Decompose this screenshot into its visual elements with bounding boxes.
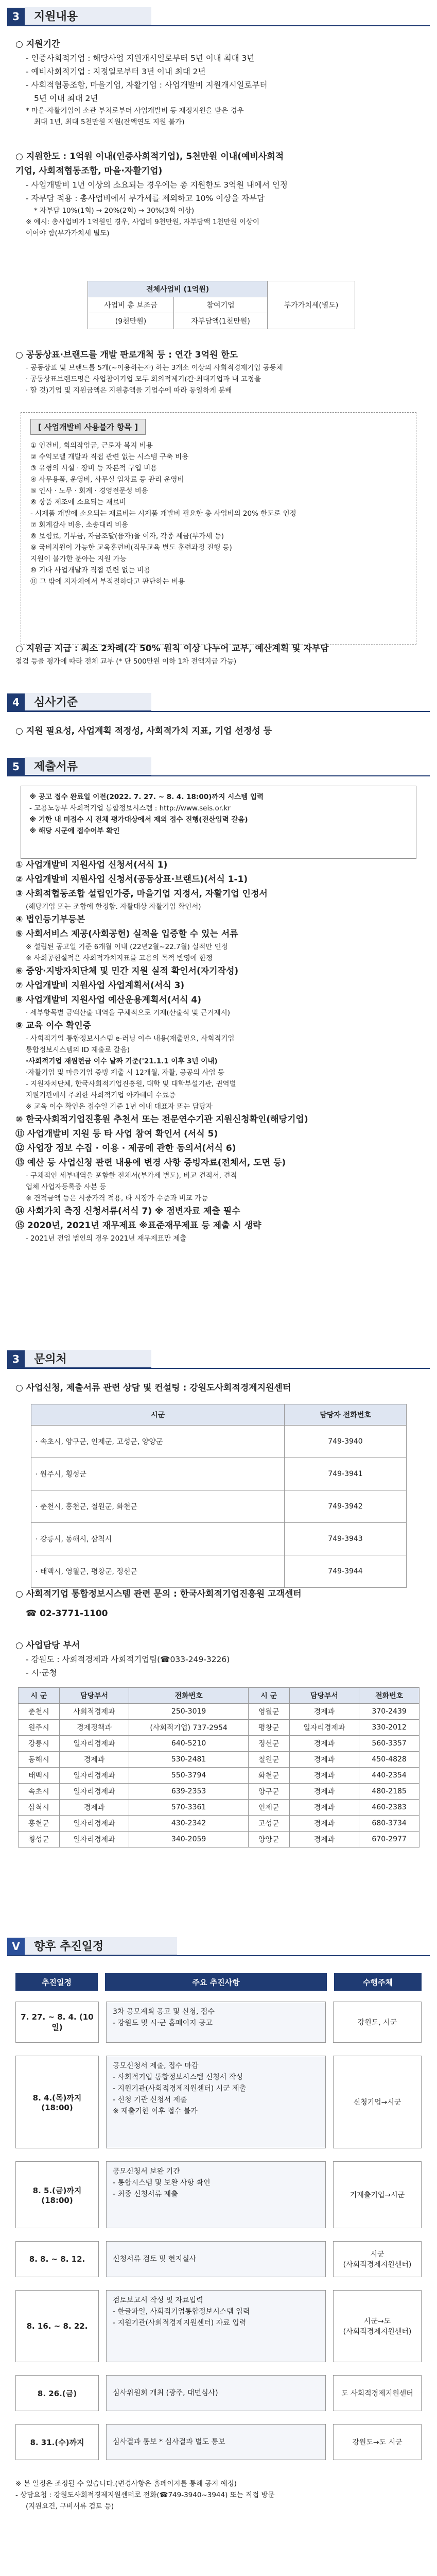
period-line: 5년 이내 최대 2년 — [34, 94, 98, 103]
dept-line: - 강원도 : 사회적경제과 사회적기업팀(☎033-249-3226) — [26, 1655, 230, 1664]
section-divider — [7, 711, 430, 712]
table-cell: 440-2354 — [359, 1768, 419, 1784]
schedule-row — [15, 2375, 422, 2411]
notice-line: ※ 기한 내 미접수 시 전체 평가대상에서 제외 접수 진행(전산입력 갈음) — [29, 816, 248, 824]
table-cell: 749-3943 — [285, 1523, 407, 1555]
doc-item: ⑩ 한국사회적기업진흥원 추천서 또는 전문연수기관 지원신청확인(해당기업) — [15, 1114, 308, 1125]
table-cell: 560-3357 — [359, 1736, 419, 1752]
table-cell: 749-3942 — [285, 1490, 407, 1523]
support-pay — [15, 641, 422, 667]
table-cell: · 원주시, 횡성군 — [31, 1458, 285, 1490]
schedule-main: 3차 공모계획 공고 및 신청, 접수 - 강원도 및 시·군 홈페이지 공고 — [106, 2002, 326, 2043]
schedule-note: - 상담요청 : 강원도사회적경제지원센터로 전화(☎749-3940~3944) 또는 직접 방문 — [15, 2491, 275, 2499]
table-cell: 530-2481 — [129, 1752, 249, 1768]
section-number: 5 — [7, 758, 25, 775]
usage-item: ⑤ 인사 · 노무 · 회계 · 경영전문성 비용 — [30, 487, 148, 495]
schedule-main: 심사결과 통보 * 심사결과 별도 통보 — [106, 2424, 326, 2460]
period-note: * 마을·자활기업이 소관 부처로부터 사업개발비 등 재정지원을 받은 경우 — [26, 107, 244, 115]
notice-line: ※ 해당 시군에 접수어부 확인 — [29, 827, 120, 835]
schedule-row — [15, 2161, 422, 2228]
section-divider — [7, 775, 430, 776]
table-header: 시군 — [31, 1404, 285, 1426]
usage-box — [21, 412, 416, 645]
usage-item: ④ 사무용품, 운영비, 사무실 임차료 등 관리 운영비 — [30, 476, 184, 484]
table-cell: 일자리경제과 — [59, 1832, 129, 1848]
table-cell: 화천군 — [248, 1768, 289, 1784]
schedule-date: 8. 5.(금)까지 (18:00) — [15, 2161, 99, 2228]
table-cell: 370-2439 — [359, 1704, 419, 1720]
table-cell: 양양군 — [248, 1832, 289, 1848]
schedule-header-org: 수행주체 — [334, 1973, 422, 1991]
table-header: 담당자 전화번호 — [285, 1404, 407, 1426]
table-row — [19, 1816, 419, 1832]
schedule-org: 시군 (사회적경제지원센터) — [333, 2241, 422, 2277]
schedule-row — [15, 2002, 422, 2043]
table-cell: 경제과 — [289, 1800, 359, 1816]
period-line: - 인증사회적기업 : 해당사업 지원개시일로부터 5년 이내 최대 3년 — [26, 54, 255, 63]
table-header: 시 군 — [248, 1688, 289, 1704]
section-number: 3 — [7, 8, 25, 25]
schedule-main: 신청서류 검토 및 현지실사 — [106, 2241, 326, 2277]
schedule-main: 공모신청서 보완 기간 - 통합시스템 및 보완 사항 확인 - 최종 신청서류 제출 — [106, 2161, 326, 2228]
amount-line: - 사업개발비 1년 이상의 소요되는 경우에는 총 지원한도 3억원 내에서 인정 — [26, 180, 288, 190]
table-cell: 480-2185 — [359, 1784, 419, 1800]
section-number: 3 — [7, 1350, 25, 1368]
table-cell: 340-2059 — [129, 1832, 249, 1848]
table-cell: 680-3734 — [359, 1816, 419, 1832]
doc-sub: 통합정보시스템의 ID 제출로 갈음) — [26, 1046, 130, 1054]
table-cell: 일자리경제과 — [59, 1768, 129, 1784]
doc-item: ⑥ 중앙·지방자치단체 및 민간 지원 실적 확인서(자기작성) — [15, 966, 239, 976]
schedule-main: 심사위원회 개최 (광주, 대면심사) — [106, 2375, 326, 2411]
doc-sub: 지원기관에서 주최한 사회적기업 아카데미 수료증 — [26, 1091, 176, 1099]
contact-system — [15, 1587, 422, 1621]
schedule-row — [15, 2056, 422, 2148]
amount-note-2: 이어야 함(부가가치세 별도) — [26, 229, 110, 238]
usage-item: ⑧ 보험료, 기부금, 자금조달(융자)을 이자, 각종 세금(부가세 등) — [30, 532, 224, 540]
doc-item: ④ 법인등기부등본 — [15, 914, 85, 925]
period-line: - 예비사회적기업 : 지정일로부터 3년 이내 최대 2년 — [26, 67, 206, 76]
section-header-docs — [7, 757, 151, 776]
schedule-main: 검토보고서 작성 및 자료입력 - 한글파일, 사회적기업통합정보시스템 입력 - 지원기관(사회적경제지원센터) 자료 입력 — [106, 2290, 326, 2362]
table-cell: 경제과 — [59, 1752, 129, 1768]
table-row — [31, 1555, 407, 1588]
doc-sub: 업체 사업자등록증 사본 등 — [26, 1183, 107, 1191]
support-amount — [15, 149, 422, 239]
section-header-schedule — [7, 1937, 177, 1956]
table-cell: 일자리경제과 — [59, 1736, 129, 1752]
pay-heading: ○ 지원금 지급 : 최소 2차례(각 50% 원칙 이상 나누어 교부, 예산계획 및 자부담 — [15, 643, 329, 654]
table-cell: · 태백시, 영월군, 평창군, 정선군 — [31, 1555, 285, 1588]
section-header-contact — [7, 1350, 151, 1368]
doc-item: ⑤ 사회서비스 제공(사회공헌) 실적을 입증할 수 있는 서류 — [15, 929, 238, 939]
table-cell: 속초시 — [19, 1784, 60, 1800]
table-cell: 양구군 — [248, 1784, 289, 1800]
section-number: V — [7, 1938, 25, 1955]
usage-item: ② 수익모델 개발과 직접 관련 없는 시스템 구축 비용 — [30, 453, 189, 461]
amount-heading: ○ 지원한도 : 1억원 이내(인증사회적기업), 5천만원 이내(예비사회적 — [15, 151, 284, 162]
doc-item: ① 사업개발비 지원사업 신청서(서식 1) — [15, 860, 168, 870]
period-note: 최대 1년, 최대 5천만원 지원(잔액연도 지원 불가) — [34, 118, 185, 126]
table-cell: 749-3944 — [285, 1555, 407, 1588]
schedule-header-main: 주요 추진사항 — [105, 1973, 327, 1991]
section-title: 문의처 — [25, 1350, 151, 1369]
contact-head — [15, 1381, 422, 1395]
notice-line: ※ 공고 접수 완료일 이전(2022. 7. 27. ~ 8. 4. 18:00)까지 시스템 입력 — [29, 793, 264, 801]
doc-sub: - 구체적인 세부내역을 포함한 전체서(부가세 별도), 비교 견적서, 견적 — [26, 1172, 237, 1180]
table-cell: 정선군 — [248, 1736, 289, 1752]
schedule-notes — [15, 2478, 422, 2512]
table-cell: 횡성군 — [19, 1832, 60, 1848]
brand-line: · 할 것)기업 및 지원금액은 지원총액을 기업수에 따라 동일하게 분배 — [26, 386, 232, 395]
table-header: 시 군 — [19, 1688, 60, 1704]
schedule-row — [15, 2241, 422, 2277]
dept-table — [18, 1687, 419, 1848]
section-divider — [7, 25, 430, 26]
usage-item: - 시제품 개발에 소요되는 재료비는 시제품 개발비 필요한 총 사업비의 20% 한도로 인정 — [30, 510, 296, 518]
period-line: - 사회적협동조합, 마을기업, 자활기업 : 사업개발비 지원개시일로부터 — [26, 80, 268, 90]
doc-sub: (해당기업 또는 조합에 한정함. 자활대상 자활기업 확인서) — [26, 903, 201, 911]
contact-table — [31, 1404, 407, 1588]
table-row — [19, 1784, 419, 1800]
dept-line: - 시·군청 — [26, 1668, 57, 1677]
table-cell: 550-3794 — [129, 1768, 249, 1784]
table-cell: 경제과 — [289, 1736, 359, 1752]
schedule-header — [15, 1973, 422, 1991]
schedule-org: 강원도→도 시군 — [333, 2424, 422, 2460]
table-header: 담당부서 — [289, 1688, 359, 1704]
system-heading: ○ 사회적기업 통합정보시스템 관련 문의 : 한국사회적기업진흥원 고객센터 — [15, 1589, 302, 1599]
schedule-row — [15, 2424, 422, 2460]
doc-sub: ※ 교육 이수 확인은 접수일 기준 1년 이내 대표자 또는 담당자 — [26, 1103, 213, 1111]
table-header: 담당부서 — [59, 1688, 129, 1704]
table-row — [19, 1736, 419, 1752]
usage-item: ① 인건비, 회의작업금, 근로자 복지 비용 — [30, 442, 153, 450]
table-row — [19, 1720, 419, 1736]
table-cell: 홍천군 — [19, 1816, 60, 1832]
table-cell: 경제과 — [289, 1832, 359, 1848]
usage-item: ③ 유형의 시설 · 장비 등 자본적 구입 비용 — [30, 464, 158, 472]
table-header-row — [19, 1688, 419, 1704]
table-row — [19, 1768, 419, 1784]
table-cell: 450-4828 — [359, 1752, 419, 1768]
doc-item: ⑮ 2020년, 2021년 재무제표 ※표준재무제표 등 제출 시 생략 — [15, 1221, 261, 1231]
table-row — [31, 1523, 407, 1555]
schedule-org: 강원도, 시군 — [333, 2002, 422, 2043]
doc-item: ⑪ 사업개발비 지원 등 타 사업 참여 확인서 (서식 5) — [15, 1129, 218, 1139]
doc-sub: - 2021년 전업 법인의 경우 2021년 재무제표만 제출 — [26, 1234, 187, 1243]
system-phone: ☎ 02-3771-1100 — [26, 1608, 108, 1619]
table-cell: 평창군 — [248, 1720, 289, 1736]
table-cell: 경제과 — [289, 1784, 359, 1800]
section-title: 향후 추진일정 — [25, 1937, 177, 1956]
doc-item: ② 사업개발비 지원사업 신청서(공동상표·브랜드)(서식 1-1) — [15, 874, 248, 885]
schedule-org: 기재출기업→시군 — [333, 2161, 422, 2228]
table-cell: 460-2383 — [359, 1800, 419, 1816]
schedule-date: 8. 16. ~ 8. 22. — [15, 2290, 99, 2362]
schedule-date: 8. 8. ~ 8. 12. — [15, 2241, 99, 2277]
table-cell: 640-5210 — [129, 1736, 249, 1752]
brand-line: · 공동상표브랜드명은 사업참여기업 모두 회의적제기(간·최대기업과 내 고정을 — [26, 375, 261, 383]
section-divider — [7, 1368, 430, 1369]
usage-item: ⑪ 그 밖에 지자체에서 부적절하다고 판단하는 비용 — [30, 578, 185, 586]
calc-table-col1: 사업비 총 보조금 — [88, 297, 174, 313]
usage-item: ⑩ 기타 사업개발과 직접 관련 없는 비용 — [30, 566, 151, 574]
usage-item: ⑥ 상품 제조에 소요되는 재료비 — [30, 498, 126, 506]
contact-dept — [15, 1638, 422, 1680]
table-row — [31, 1458, 407, 1490]
review-criteria — [15, 724, 422, 738]
table-cell: 일자리경제과 — [59, 1816, 129, 1832]
doc-sub: · 세부항목별 금액산출 내역을 구체적으로 기재(산출식 및 근거제시) — [26, 1009, 230, 1017]
usage-item: ⑨ 국비지원이 가능한 교육훈련비(직무교육 별도 훈련과정 진행 등) — [30, 544, 232, 552]
table-cell: 250-3019 — [129, 1704, 249, 1720]
doc-sub: ※ 사회공헌실적은 사회적가치지표를 고용의 목적 반영에 한정 — [26, 954, 213, 962]
amount-note: ※ 예시: 총사업비가 1억원인 경우, 사업비 9천만원, 자부담액 1천만원 이상이 — [26, 218, 259, 226]
doc-item: ③ 사회적협동조합 설립인가증, 마을기업 지정서, 자활기업 인정서 — [15, 889, 268, 899]
doc-sub: ※ 설립된 공고일 기준 6개월 이내 (22년2월~22.7월) 실적만 인정 — [26, 943, 228, 951]
schedule-row — [15, 2290, 422, 2362]
schedule-org: 신청기업→시군 — [333, 2056, 422, 2148]
table-cell: 경제정책과 — [59, 1720, 129, 1736]
table-cell: · 춘천시, 홍천군, 철원군, 화천군 — [31, 1490, 285, 1523]
review-text: ○ 지원 필요성, 사업계획 적정성, 사회적가치 지표, 기업 선정성 등 — [15, 726, 272, 736]
usage-item: ⑦ 회계감사 비용, 소송대리 비용 — [30, 521, 129, 529]
table-row — [19, 1752, 419, 1768]
usage-item: 지원이 불가한 분야는 지원 가능 — [30, 555, 127, 563]
table-row — [31, 1426, 407, 1458]
table-cell: 639-2353 — [129, 1784, 249, 1800]
usage-list — [30, 440, 407, 587]
table-row — [31, 1490, 407, 1523]
table-cell: · 속초시, 양구군, 인제군, 고성군, 양양군 — [31, 1426, 285, 1458]
calc-table-vat: 부가가치세(별도) — [268, 281, 355, 329]
section-header-support — [7, 7, 151, 26]
table-cell: 태백시 — [19, 1768, 60, 1784]
brand-line: - 공동상표 및 브랜드를 5개(~이용하는자) 하는 3개소 이상의 사회적경제기업 공동체 — [26, 364, 283, 372]
table-cell: 삼척시 — [19, 1800, 60, 1816]
pay-heading-2: 점검 등을 평가에 따라 전체 교부 (* 단 500만원 이하 1차 전액지급 가능) — [15, 657, 237, 666]
doc-item: ⑭ 사회가치 측정 신청서류(서식 7) ※ 점변자료 제출 필수 — [15, 1206, 240, 1216]
table-cell: 경제과 — [289, 1816, 359, 1832]
period-heading: ○ 지원기간 — [15, 39, 60, 49]
schedule-header-date: 추진일정 — [15, 1973, 98, 1991]
dept-heading: ○ 사업담당 부서 — [15, 1640, 80, 1651]
calc-table-col1b: (9천만원) — [88, 313, 174, 329]
table-cell: 원주시 — [19, 1720, 60, 1736]
table-header: 전화번호 — [129, 1688, 249, 1704]
table-cell: 사회적경제과 — [59, 1704, 129, 1720]
doc-item: ⑫ 사업장 정보 수집 · 이용 · 제공에 관한 동의서(서식 6) — [15, 1143, 236, 1154]
table-cell: 일자리경제과 — [289, 1720, 359, 1736]
usage-title: [ 사업개발비 사용불가 항목 ] — [30, 419, 146, 435]
table-cell: 경제과 — [59, 1800, 129, 1816]
table-cell: 동해시 — [19, 1752, 60, 1768]
schedule-date: 8. 4.(목)까지 (18:00) — [15, 2056, 99, 2148]
amount-heading-2: 기업, 사회적협동조합, 마을·자활기업) — [15, 166, 163, 176]
schedule-note: ※ 본 일정은 조정될 수 있습니다.(변경사항은 홈페이지를 통해 공지 예정) — [15, 2480, 237, 2488]
table-cell: 철원군 — [248, 1752, 289, 1768]
table-cell: (사회적기업) 737-2954 — [129, 1720, 249, 1736]
section-title: 심사기준 — [25, 693, 151, 712]
support-brand — [15, 348, 422, 396]
table-cell: 330-2012 — [359, 1720, 419, 1736]
doc-sub: - 지원자치단체, 한국사회적기업진흥원, 대학 및 대학부설기관, 권역별 — [26, 1080, 236, 1088]
table-cell: 749-3941 — [285, 1458, 407, 1490]
amount-line: - 자부담 적용 : 총사업비에서 부가세를 제외하고 10% 이상을 자부담 — [26, 194, 265, 203]
calc-table-title: 전체사업비 (1억원) — [88, 281, 268, 297]
contact-heading: ○ 사업신청, 제출서류 관련 상담 및 컨설팅 : 강원도사회적경제지원센터 — [15, 1383, 291, 1393]
table-cell: 고성군 — [248, 1816, 289, 1832]
doc-item: ⑨ 교육 이수 확인증 — [15, 1021, 92, 1031]
schedule-org: 도 사회적경제지원센터 — [333, 2375, 422, 2411]
table-cell: 영월군 — [248, 1704, 289, 1720]
doc-item: ⑦ 사업개발비 지원사업 사업계획서(서식 3) — [15, 980, 185, 991]
doc-sub: ·자활기업 및 마을기업 증빙 제출 시 12개월, 자활, 공공의 사업 등 — [26, 1069, 224, 1077]
doc-item: ⑧ 사업개발비 지원사업 예산운용계획서(서식 4) — [15, 995, 202, 1005]
table-cell: 670-2977 — [359, 1832, 419, 1848]
schedule-date: 8. 26.(금) — [15, 2375, 99, 2411]
section-divider — [7, 1955, 430, 1956]
table-cell: 강릉시 — [19, 1736, 60, 1752]
doc-item: ⑬ 예산 등 사업신청 관련 내용에 변경 사항 증빙자료(전체서, 도면 등) — [15, 1158, 286, 1168]
schedule-date: 8. 31.(수)까지 — [15, 2424, 99, 2460]
amount-line: * 자부담 10%(1회) → 20%(2회) → 30%(3회 이상) — [34, 207, 195, 215]
table-cell: 춘천시 — [19, 1704, 60, 1720]
table-row — [19, 1704, 419, 1720]
schedule-note: (지원요건, 구비서류 검토 등) — [26, 2502, 114, 2511]
table-cell: 749-3940 — [285, 1426, 407, 1458]
doc-sub: ·사회적기업 재원현금 이수 날짜 기준('21.1.1 이후 3년 이내) — [26, 1057, 218, 1065]
table-header: 전화번호 — [359, 1688, 419, 1704]
doc-sub: ※ 견적금액 등은 시중가격 적용, 타 시장가 수준과 비교 가능 — [26, 1194, 208, 1202]
table-row — [19, 1800, 419, 1816]
schedule-date: 7. 27. ~ 8. 4. (10일) — [15, 2002, 99, 2043]
docs-notice-box — [21, 786, 416, 859]
table-row — [19, 1832, 419, 1848]
table-cell: 430-2342 — [129, 1816, 249, 1832]
schedule-main: 공모신청서 제출, 접수 마감 - 사회적기업 통합정보시스템 신청서 작성 - 지원기관(사회적경제지원센터) 시군 제출 - 신청 기관 신청서 제출 ※ 제출기한 이후 접수 불가 — [106, 2056, 326, 2148]
calc-table-col2: 참여기업 — [174, 297, 268, 313]
section-title: 제출서류 — [25, 757, 151, 776]
section-title: 지원내용 — [25, 7, 151, 26]
table-header-row — [31, 1404, 407, 1426]
table-cell: 일자리경제과 — [59, 1784, 129, 1800]
table-cell: 570-3361 — [129, 1800, 249, 1816]
docs-list — [15, 858, 422, 1244]
brand-heading: ○ 공동상표·브랜드를 개발 판로개척 등 : 연간 3억원 한도 — [15, 350, 238, 360]
notice-line: - 고용노동부 사회적기업 통합정보시스템 : http://www.seis.or.kr — [29, 804, 231, 812]
table-cell: 경제과 — [289, 1704, 359, 1720]
table-cell: 인제군 — [248, 1800, 289, 1816]
table-cell: · 강릉시, 동해시, 삼척시 — [31, 1523, 285, 1555]
section-header-review — [7, 693, 151, 711]
calc-table-col2b: 자부담액(1천만원) — [174, 313, 268, 329]
schedule-org: 시군→도 (사회적경제지원센터) — [333, 2290, 422, 2362]
support-period — [15, 37, 422, 128]
calc-table — [88, 281, 355, 329]
section-number: 4 — [7, 693, 25, 711]
doc-sub: - 사회적기업 통합정보시스템 e-러닝 이수 내용(재출필요, 사회적기업 — [26, 1035, 235, 1043]
table-cell: 경제과 — [289, 1752, 359, 1768]
table-cell: 경제과 — [289, 1768, 359, 1784]
